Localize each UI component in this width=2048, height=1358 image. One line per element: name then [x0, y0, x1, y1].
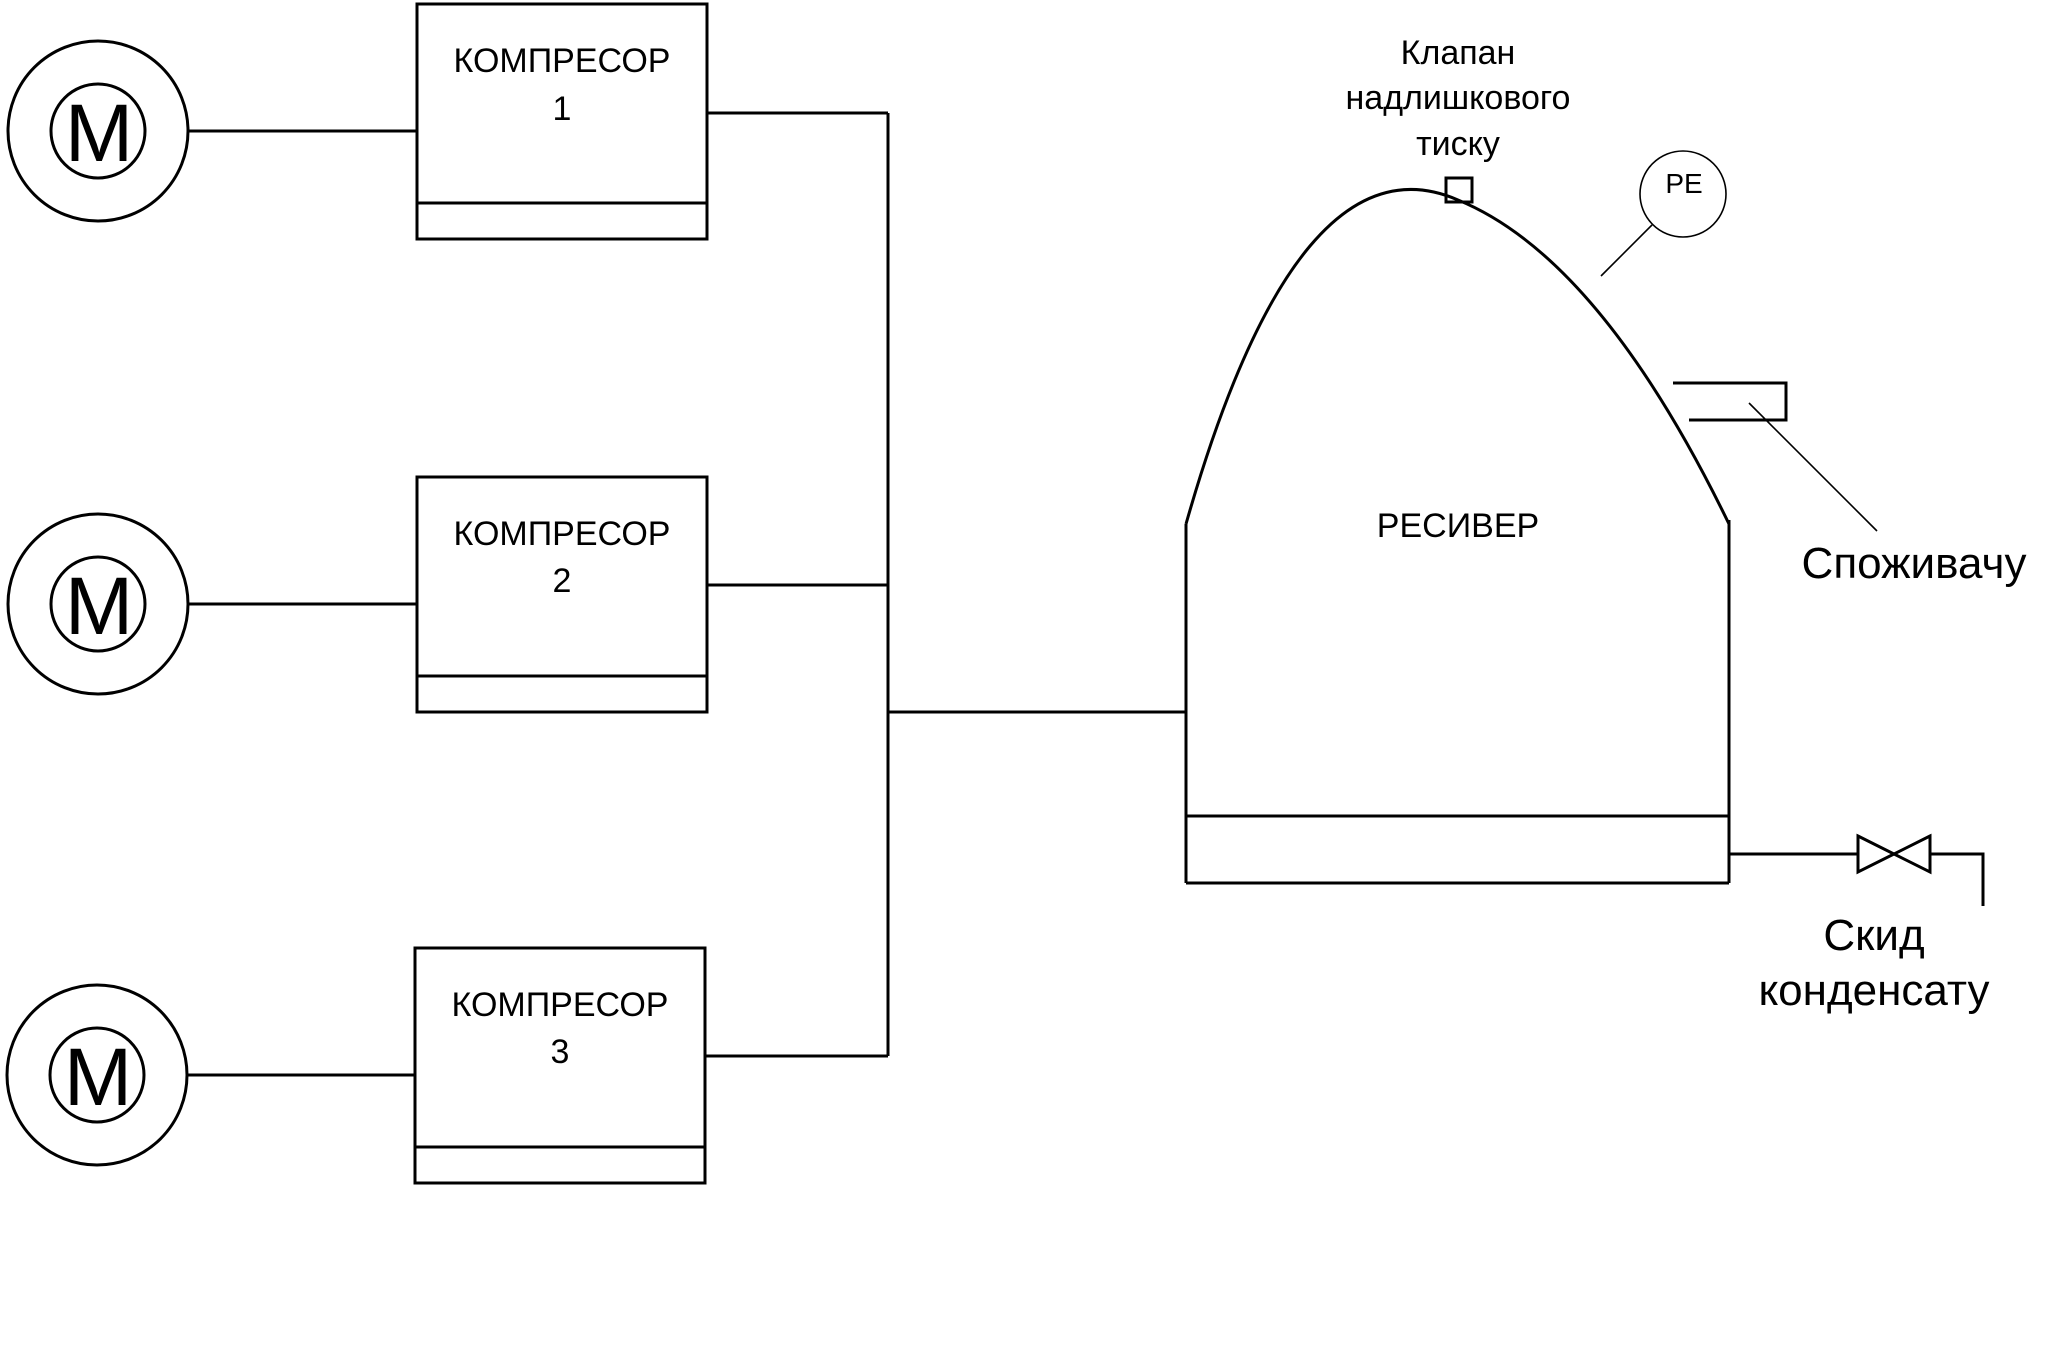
consumer-label: Споживачу: [1801, 539, 2027, 588]
consumer-outlet: [1673, 383, 2026, 588]
condensate-label-line1: Скид: [1823, 911, 1925, 960]
compressor-3: [415, 948, 705, 1183]
motor-1: [8, 41, 188, 221]
motor-2: [8, 514, 188, 694]
motor-1-label: M: [64, 88, 134, 179]
relief-valve-label-line1: Клапан: [1400, 34, 1516, 72]
compressor-1: [417, 4, 707, 239]
condensate-drain: [1729, 836, 1990, 1015]
receiver-label: РЕСИВЕР: [1376, 507, 1540, 545]
compressor-2-title: КОМПРЕСОР: [453, 515, 671, 553]
pressure-sensor-label: PE: [1665, 168, 1703, 199]
receiver: [1186, 189, 1729, 883]
relief-valve: [1346, 34, 1571, 202]
pressure-sensor: [1601, 151, 1726, 276]
compressor-3-number: 3: [550, 1033, 570, 1071]
compressor-2-number: 2: [552, 562, 572, 600]
relief-valve-label-line2: надлишкового: [1345, 79, 1571, 117]
relief-valve-label-line3: тиску: [1416, 125, 1500, 163]
compressor-3-title: КОМПРЕСОР: [451, 986, 669, 1024]
relief-valve-nozzle: [1446, 178, 1472, 202]
condensate-label-line2: конденсату: [1758, 966, 1990, 1015]
drain-valve-icon: [1858, 836, 1894, 872]
compressor-1-number: 1: [552, 90, 572, 128]
compressor-2: [417, 477, 707, 712]
motor-2-label: M: [64, 561, 134, 652]
compressor-1-title: КОМПРЕСОР: [453, 42, 671, 80]
motor-3-label: M: [63, 1032, 133, 1123]
discharge-piping: [705, 113, 1186, 1056]
motor-3: [7, 985, 187, 1165]
